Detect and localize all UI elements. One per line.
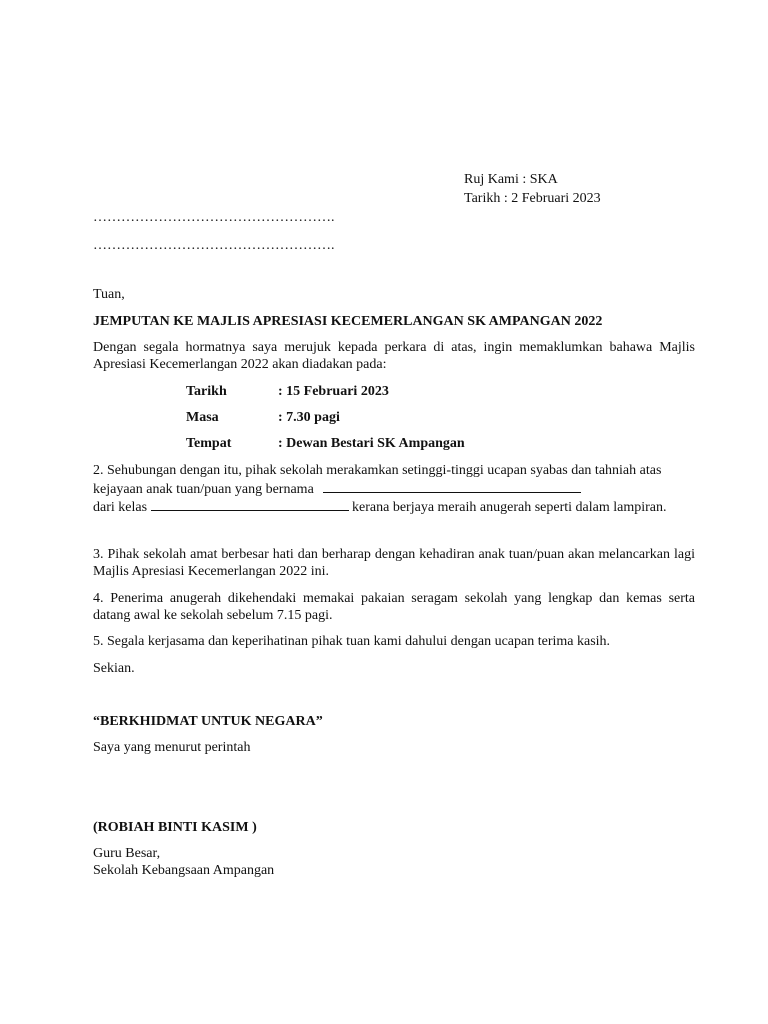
- paragraph-2: [93, 463, 683, 517]
- detail-value: : 7.30 pagi: [278, 410, 340, 425]
- detail-row-date: [186, 384, 389, 401]
- detail-row-time: [186, 410, 340, 427]
- paragraph-2-part-1: 2. Sehubungan dengan itu, pihak sekolah merakamkan setinggi-tinggi ucapan syabas dan tahniah atas kejayaan anak tuan/puan yang bernama: [93, 463, 662, 497]
- class-blank[interactable]: [151, 498, 349, 511]
- paragraph-2-part-3: kerana berjaya meraih anugerah seperti dalam lampiran.: [352, 500, 667, 515]
- salutation: Tuan,: [93, 287, 125, 302]
- letter-date: Tarikh : 2 Februari 2023: [464, 191, 601, 206]
- signatory-position: Guru Besar,: [93, 846, 161, 861]
- paragraph-4: 4. Penerima anugerah dikehendaki memakai pakaian seragam sekolah yang lengkap dan kemas serta datang awal ke sekolah sebelum 7.15 pagi.: [93, 591, 695, 623]
- letter-subject: JEMPUTAN KE MAJLIS APRESIASI KECEMERLANGAN SK AMPANGAN 2022: [93, 314, 603, 329]
- detail-label: Masa: [186, 410, 219, 425]
- address-line-1: …………………………………………….: [93, 210, 335, 225]
- detail-value: : 15 Februari 2023: [278, 384, 389, 399]
- school-name: Sekolah Kebangsaan Ampangan: [93, 863, 275, 878]
- paragraph-5: 5. Segala kerjasama dan keperihatinan pihak tuan kami dahului dengan ucapan terima kasih.: [93, 634, 611, 649]
- reference-block: [464, 172, 601, 210]
- detail-label: Tempat: [186, 436, 232, 451]
- paragraph-2-part-2: dari kelas: [93, 500, 148, 515]
- paragraph-3: 3. Pihak sekolah amat berbesar hati dan berharap dengan kehadiran anak tuan/puan akan melancarkan lagi Majlis Apresiasi Kecemerlangan 2022 ini.: [93, 547, 695, 579]
- detail-row-venue: [186, 436, 465, 453]
- motto: “BERKHIDMAT UNTUK NEGARA”: [93, 714, 323, 729]
- detail-value: : Dewan Bestari SK Ampangan: [278, 436, 465, 451]
- reference-number: Ruj Kami : SKA: [464, 172, 558, 187]
- order-phrase: Saya yang menurut perintah: [93, 740, 251, 755]
- address-line-2: …………………………………………….: [93, 238, 335, 253]
- signatory-name: (ROBIAH BINTI KASIM ): [93, 820, 257, 835]
- intro-paragraph: Dengan segala hormatnya saya merujuk kepada perkara di atas, ingin memaklumkan bahawa Majlis Apresiasi Kecemerlangan 2022 akan diadakan pada:: [93, 340, 695, 372]
- student-name-blank[interactable]: [323, 480, 581, 493]
- detail-label: Tarikh: [186, 384, 227, 399]
- closing-text: Sekian.: [93, 661, 135, 676]
